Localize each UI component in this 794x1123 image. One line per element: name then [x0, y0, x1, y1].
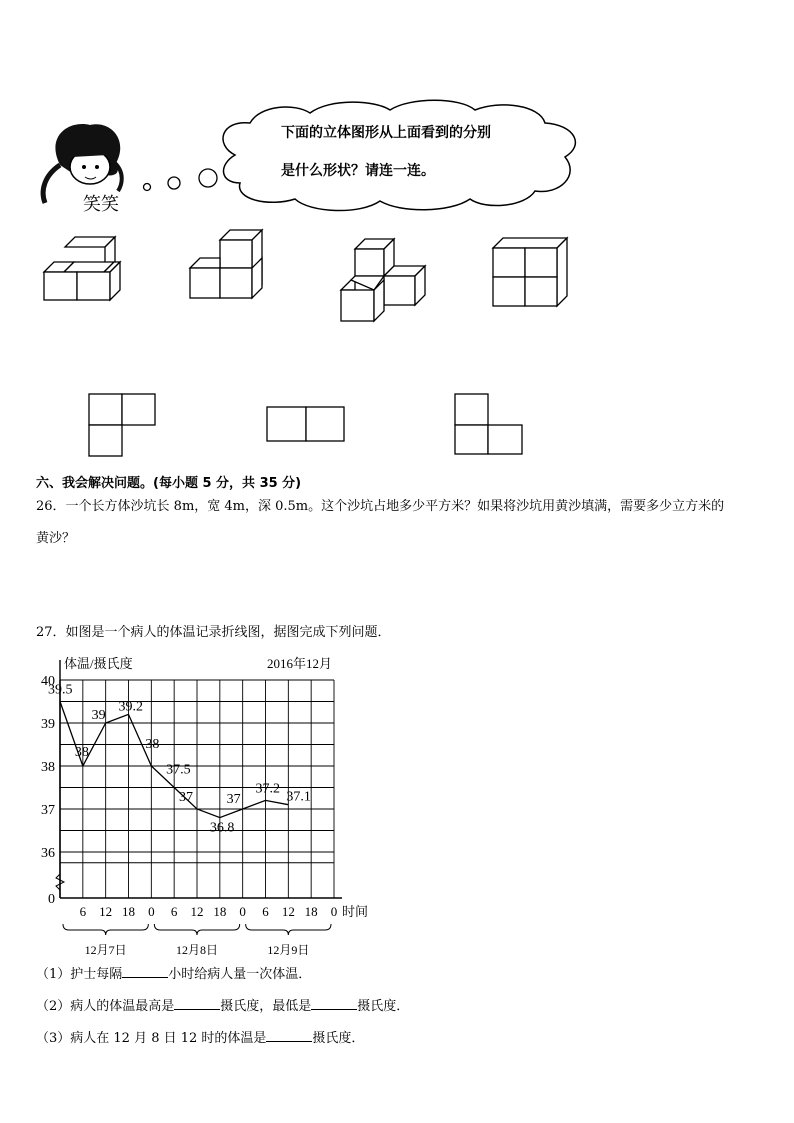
sub2-text-c: 摄氏度． — [357, 999, 410, 1014]
data-label: 39.2 — [118, 699, 143, 715]
question-27-sub-3 — [36, 1023, 364, 1055]
data-label: 37.5 — [166, 762, 191, 778]
data-label: 37.1 — [286, 789, 311, 805]
sub3-text-b: 摄氏度． — [312, 1031, 365, 1046]
x-tick-label: 18 — [304, 904, 318, 919]
answer-blank-highest[interactable] — [174, 1009, 220, 1010]
y-tick-label: 38 — [41, 760, 55, 775]
data-label: 38 — [145, 737, 160, 752]
temperature-line-chart — [36, 652, 376, 960]
sub2-text-b: 摄氏度，最低是 — [220, 999, 312, 1014]
section-title: 六、我会解决问题。(每小题 5 分，共 35 分) — [36, 476, 302, 491]
y-tick-label: 40 — [41, 674, 55, 689]
y-tick-label: 39 — [41, 717, 55, 732]
day-brace-icon — [154, 924, 239, 935]
y-tick-label: 36 — [41, 846, 55, 861]
bubble-small-icon — [144, 184, 151, 191]
chart-title: 2016年12月 — [266, 656, 332, 671]
data-label: 37 — [226, 792, 241, 807]
cloud-line-2: 是什么形状？请连一连。 — [281, 163, 435, 179]
question-27-intro: 27．如图是一个病人的体温记录折线图，据图完成下列问题． — [36, 625, 391, 640]
answer-blank-interval[interactable] — [122, 977, 168, 978]
day-brace-icon — [246, 924, 331, 935]
day-label: 12月7日 — [84, 943, 127, 957]
x-tick-label: 12 — [99, 904, 113, 919]
solid-figures-row — [40, 225, 580, 330]
bubble-medium-icon — [168, 177, 180, 189]
sub3-text-a: （3）病人在 12 月 8 日 12 时的体温是 — [36, 1031, 267, 1046]
bubble-large-icon — [199, 169, 217, 187]
sub2-text-a: （2）病人的体温最高是 — [36, 999, 175, 1014]
top-view-shape-1 — [89, 394, 155, 456]
y-tick-label: 37 — [41, 803, 55, 818]
solid-figure-1 — [44, 237, 120, 300]
x-tick-label: 18 — [122, 904, 135, 919]
x-tick-label: 6 — [170, 904, 178, 919]
x-tick-label: 0 — [330, 904, 338, 919]
question-26-line-2: 黄沙？ — [36, 531, 76, 546]
cloud-line-1: 下面的立体图形从上面看到的分别 — [281, 125, 491, 141]
data-label: 39.5 — [48, 682, 73, 698]
x-tick-label: 0 — [239, 904, 246, 919]
answer-blank-temp-dec8-12h[interactable] — [266, 1041, 312, 1042]
day-label: 12月9日 — [267, 943, 310, 957]
day-label: 12月8日 — [175, 943, 219, 957]
top-view-shape-3 — [455, 394, 522, 454]
data-label: 36.8 — [209, 820, 235, 836]
top-view-shapes-row — [85, 390, 535, 460]
data-label: 39 — [91, 708, 106, 723]
solid-figure-3 — [341, 239, 425, 321]
x-tick-label: 0 — [148, 904, 155, 919]
x-tick-label: 12 — [281, 904, 295, 919]
solid-figure-4 — [493, 238, 567, 306]
x-tick-label: 18 — [213, 904, 227, 919]
data-label: 37 — [179, 790, 193, 805]
question-27-sub-1 — [36, 959, 311, 991]
sub1-text-a: （1）护士每隔 — [36, 967, 123, 982]
data-label: 37.2 — [255, 781, 280, 797]
top-view-shape-2 — [267, 407, 344, 441]
x-tick-label: 12 — [190, 904, 204, 919]
solid-figure-2 — [190, 230, 262, 298]
question-26-line-1: 26．一个长方体沙坑长 8m，宽 4m，深 0.5m。这个沙坑占地多少平方米？如果将沙坑用黄沙填满，需要多少立方米的 — [36, 499, 725, 514]
y-tick-label: 0 — [48, 892, 55, 907]
x-axis-title: 时间 — [342, 904, 369, 919]
data-label: 38 — [74, 745, 89, 760]
thought-cloud-icon — [223, 100, 575, 210]
answer-blank-lowest[interactable] — [311, 1009, 357, 1010]
x-tick-label: 6 — [262, 904, 269, 919]
day-brace-icon — [63, 924, 148, 935]
mascot-label: 笑笑 — [83, 194, 119, 215]
x-tick-label: 6 — [79, 904, 87, 919]
y-axis-title: 体温/摄氏度 — [64, 656, 133, 671]
sub1-text-b: 小时给病人量一次体温． — [168, 967, 312, 982]
question-27-sub-2 — [36, 991, 409, 1023]
